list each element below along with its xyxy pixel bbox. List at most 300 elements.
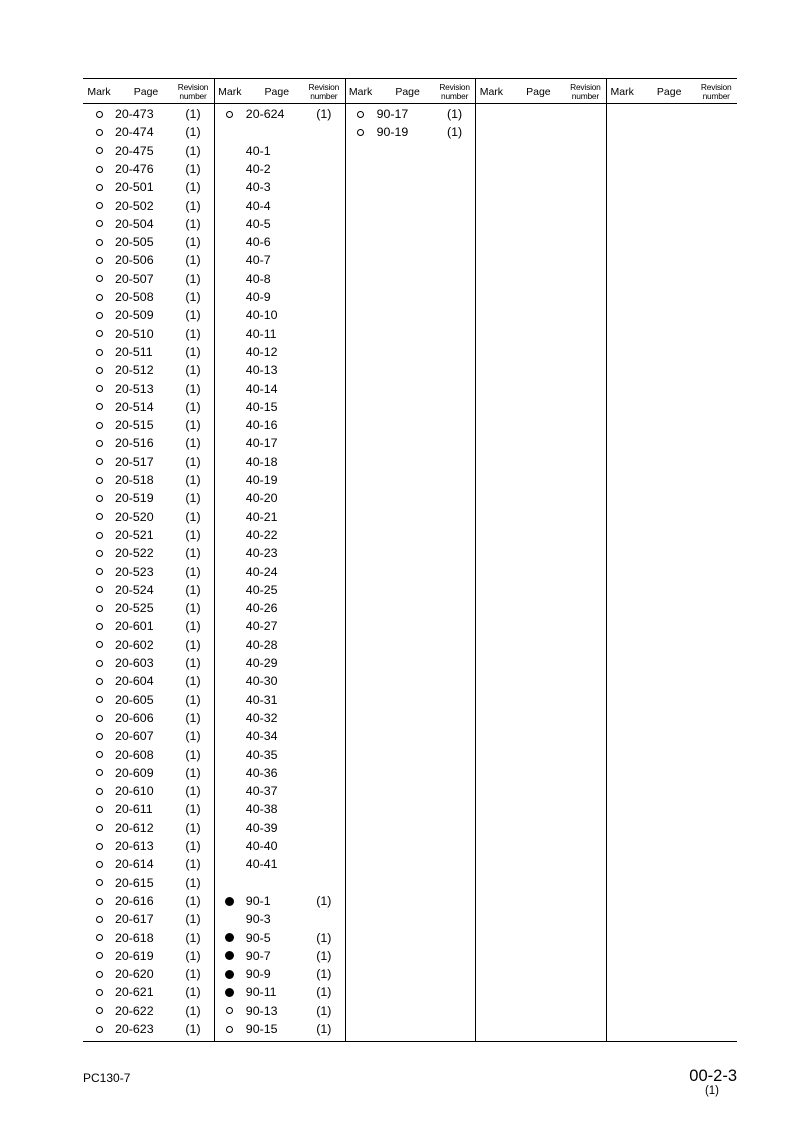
- table-row: [83, 434, 214, 452]
- table-row: [214, 105, 345, 123]
- page-cell: 20-518: [115, 473, 154, 487]
- revision-cell: (1): [185, 674, 201, 689]
- table-row: [214, 398, 345, 416]
- header-revision-number: [175, 80, 211, 103]
- open-circle-icon: [96, 989, 103, 996]
- added-mark-icon: [94, 929, 104, 947]
- page-cell: 90-3: [245, 912, 271, 927]
- revision-cell: (1): [185, 839, 201, 853]
- revision-cell: (1): [185, 656, 201, 670]
- open-circle-icon: [226, 1026, 233, 1033]
- table-row: [214, 929, 345, 947]
- table-row: [214, 855, 345, 873]
- column-separator: [475, 78, 476, 1042]
- table-row: [214, 508, 345, 526]
- page-cell: 20-622: [115, 1003, 154, 1018]
- table-row: [214, 965, 345, 983]
- table-row: [83, 947, 214, 965]
- open-circle-icon: [357, 111, 364, 118]
- revision-cell: (1): [447, 107, 463, 121]
- page-cell: 20-517: [115, 454, 154, 469]
- added-mark-icon: [94, 380, 104, 398]
- open-circle-icon: [96, 879, 103, 886]
- page-cell: 40-7: [245, 253, 271, 268]
- open-circle-icon: [96, 971, 103, 978]
- open-circle-icon: [96, 623, 103, 630]
- added-mark-icon: [94, 526, 104, 544]
- page-cell: 40-5: [245, 216, 271, 231]
- added-mark-icon: [94, 819, 104, 837]
- added-mark-icon: [94, 617, 104, 635]
- page-cell: 20-476: [115, 161, 154, 176]
- table-row: [214, 123, 345, 141]
- header-revision-line2: number: [571, 90, 599, 101]
- open-circle-icon: [96, 349, 103, 356]
- added-mark-icon: [94, 142, 104, 160]
- table-row: [83, 325, 214, 343]
- open-circle-icon: [96, 861, 103, 868]
- table-row: [214, 306, 345, 324]
- revision-cell: (1): [185, 1022, 201, 1036]
- added-mark-icon: [94, 123, 104, 141]
- header-revision-line1: Revision: [570, 82, 601, 93]
- revision-cell: (1): [185, 784, 201, 799]
- table-row: [83, 453, 214, 471]
- table-row: [83, 599, 214, 617]
- table-row: [83, 837, 214, 855]
- revision-cell: (1): [316, 893, 332, 908]
- table-row: [214, 178, 345, 196]
- header-revision-line1: Revision: [177, 82, 209, 93]
- revision-cell: (1): [185, 271, 201, 286]
- added-mark-icon: [94, 764, 104, 782]
- page-cell: 20-617: [115, 912, 154, 927]
- header-mark: Mark: [348, 85, 373, 98]
- open-circle-icon: [96, 147, 103, 154]
- revision-cell: (1): [185, 381, 201, 396]
- table-row: [83, 288, 214, 306]
- revision-cell: (1): [316, 948, 332, 963]
- added-mark-icon: [94, 892, 104, 910]
- page-cell: 40-36: [245, 765, 278, 780]
- table-row: [214, 343, 345, 361]
- page-cell: 20-521: [115, 527, 154, 542]
- page-cell: 90-17: [376, 107, 409, 121]
- open-circle-icon: [96, 586, 103, 593]
- page-cell: 40-40: [245, 839, 278, 853]
- page-cell: 20-603: [115, 656, 154, 670]
- open-circle-icon: [226, 1007, 233, 1014]
- table-row: [83, 178, 214, 196]
- table-row: [214, 453, 345, 471]
- table-row: [214, 197, 345, 215]
- added-mark-icon: [94, 947, 104, 965]
- table-row: [83, 398, 214, 416]
- added-mark-icon: [94, 343, 104, 361]
- open-circle-icon: [96, 513, 103, 520]
- table-row: [83, 544, 214, 562]
- added-mark-icon: [94, 453, 104, 471]
- table-row: [83, 471, 214, 489]
- table-row: [83, 800, 214, 818]
- column-separator: [345, 78, 346, 1042]
- revision-cell: (1): [185, 948, 201, 963]
- page-cell: 90-9: [245, 967, 271, 982]
- open-circle-icon: [96, 806, 103, 813]
- revision-cell: (1): [185, 527, 201, 542]
- page-cell: 20-601: [115, 619, 154, 634]
- added-mark-icon: [94, 233, 104, 251]
- header-mark: Mark: [610, 85, 634, 98]
- table-row: [214, 526, 345, 544]
- open-circle-icon: [96, 257, 103, 264]
- page-cell: 20-501: [115, 180, 154, 195]
- table-row: [83, 160, 214, 178]
- table-row: [214, 910, 345, 928]
- table-row: [83, 782, 214, 800]
- header-revision-line1: Revision: [439, 82, 470, 93]
- open-circle-icon: [96, 275, 103, 282]
- page-cell: 20-502: [115, 198, 154, 213]
- revision-cell: (1): [185, 161, 201, 176]
- table-row: [83, 1002, 214, 1020]
- header-mark: Mark: [87, 85, 111, 98]
- page-cell: 40-22: [245, 527, 278, 542]
- page-cell: 40-20: [245, 491, 278, 506]
- revision-cell: (1): [185, 619, 201, 634]
- revision-cell: (1): [185, 491, 201, 506]
- revision-cell: (1): [185, 875, 201, 890]
- added-mark-icon: [94, 306, 104, 324]
- page-cell: 20-524: [115, 582, 154, 597]
- open-circle-icon: [96, 769, 103, 776]
- page-cell: 20-515: [115, 418, 154, 433]
- added-mark-icon: [94, 416, 104, 434]
- page-cell: 20-510: [115, 326, 154, 341]
- page-cell: 20-522: [115, 546, 154, 561]
- revision-cell: (1): [185, 967, 201, 982]
- model-name: PC130-7: [83, 1071, 131, 1085]
- page-cell: 40-38: [245, 802, 278, 817]
- page-cell: 20-612: [115, 820, 154, 835]
- page-cell: 40-3: [245, 180, 271, 195]
- page-cell: 40-21: [245, 509, 278, 524]
- table-row: [214, 416, 345, 434]
- open-circle-icon: [96, 220, 103, 227]
- table-row: [214, 874, 345, 892]
- table-row: [214, 544, 345, 562]
- open-circle-icon: [96, 458, 103, 465]
- header-page: Page: [656, 85, 682, 98]
- open-circle-icon: [96, 678, 103, 685]
- table-row: [83, 416, 214, 434]
- open-circle-icon: [96, 952, 103, 959]
- page-cell: 40-25: [245, 582, 278, 597]
- added-mark-icon: [356, 123, 366, 141]
- filled-circle-icon: [225, 970, 234, 979]
- page-cell: 90-1: [245, 893, 271, 908]
- page-cell: 40-10: [245, 308, 278, 323]
- revision-cell: (1): [316, 985, 332, 1000]
- table-row: [214, 251, 345, 269]
- table-row: [83, 563, 214, 581]
- page-cell: 20-616: [115, 893, 154, 908]
- table-row: [214, 270, 345, 288]
- open-circle-icon: [96, 330, 103, 337]
- page-cell: 40-15: [245, 399, 278, 414]
- header-revision-number: [698, 80, 734, 103]
- header-revision-number: [437, 80, 473, 103]
- open-circle-icon: [96, 1026, 103, 1033]
- added-mark-icon: [94, 654, 104, 672]
- page-cell: 40-34: [245, 729, 278, 744]
- added-mark-icon: [94, 197, 104, 215]
- header-revision-line2: number: [310, 90, 338, 101]
- table-row: [214, 471, 345, 489]
- page-cell: 20-516: [115, 436, 154, 451]
- added-mark-icon: [94, 782, 104, 800]
- open-circle-icon: [96, 843, 103, 850]
- page-cell: 20-520: [115, 509, 154, 524]
- table-row: [214, 325, 345, 343]
- open-circle-icon: [96, 422, 103, 429]
- open-circle-icon: [96, 605, 103, 612]
- table-row: [214, 746, 345, 764]
- table-row: [83, 727, 214, 745]
- page-cell: 20-619: [115, 948, 154, 963]
- added-mark-icon: [94, 855, 104, 873]
- open-circle-icon: [96, 532, 103, 539]
- open-circle-icon: [96, 1007, 103, 1014]
- page-cell: 20-611: [115, 802, 153, 817]
- added-mark-icon: [94, 215, 104, 233]
- revision-cell: (1): [185, 143, 201, 158]
- open-circle-icon: [96, 934, 103, 941]
- page-cell: 20-513: [115, 381, 154, 396]
- open-circle-icon: [96, 660, 103, 667]
- table-row: [345, 105, 476, 123]
- added-mark-icon: [94, 288, 104, 306]
- page-cell: 20-511: [115, 344, 153, 359]
- added-mark-icon: [94, 983, 104, 1001]
- page-cell: 20-512: [115, 363, 154, 378]
- table-row: [214, 636, 345, 654]
- page-cell: 40-9: [245, 290, 271, 304]
- page-cell: 20-609: [115, 765, 154, 780]
- revision-cell: (1): [185, 820, 201, 835]
- table-row: [83, 654, 214, 672]
- table-row: [83, 508, 214, 526]
- revision-cell: (1): [185, 473, 201, 487]
- added-mark-icon: [94, 471, 104, 489]
- page-cell: 20-621: [115, 985, 154, 1000]
- added-mark-icon: [94, 709, 104, 727]
- page-cell: 40-2: [245, 161, 271, 176]
- revision-cell: (1): [185, 601, 201, 616]
- revision-cell: (1): [185, 216, 201, 231]
- header-revision-line2: number: [179, 90, 207, 101]
- page-cell: 90-15: [245, 1022, 278, 1036]
- table-row: [83, 929, 214, 947]
- page-cell: 20-508: [115, 290, 154, 304]
- page-cell: 40-12: [245, 344, 278, 359]
- open-circle-icon: [96, 715, 103, 722]
- table-row: [83, 123, 214, 141]
- page-cell: 20-623: [115, 1022, 154, 1036]
- revision-cell: (1): [185, 454, 201, 469]
- added-mark-icon: [94, 160, 104, 178]
- table-row: [83, 105, 214, 123]
- page-cell: 40-29: [245, 656, 278, 670]
- table-row: [83, 581, 214, 599]
- page-cell: 20-509: [115, 308, 154, 323]
- page-cell: 40-39: [245, 820, 278, 835]
- table-row: [214, 947, 345, 965]
- page-cell: 40-18: [245, 454, 278, 469]
- added-mark-icon: [94, 746, 104, 764]
- page-cell: 40-23: [245, 546, 278, 561]
- page-cell: 20-525: [115, 601, 154, 616]
- added-mark-icon: [94, 270, 104, 288]
- page-cell: 90-7: [245, 948, 271, 963]
- table-row: [345, 123, 476, 141]
- filled-circle-icon: [225, 951, 234, 960]
- added-mark-icon: [94, 251, 104, 269]
- table-row: [83, 251, 214, 269]
- revision-cell: (1): [185, 912, 201, 927]
- table-row: [83, 910, 214, 928]
- header-page: Page: [395, 85, 420, 98]
- page-cell: 40-16: [245, 418, 278, 433]
- open-circle-icon: [96, 166, 103, 173]
- header-mark: Mark: [218, 85, 242, 98]
- page-cell: 40-11: [245, 326, 277, 341]
- revision-cell: (1): [316, 107, 332, 121]
- added-mark-icon: [94, 178, 104, 196]
- page-cell: 40-1: [245, 143, 271, 158]
- header-page: Page: [264, 85, 290, 98]
- revision-cell: (1): [185, 253, 201, 268]
- revision-cell: (1): [185, 582, 201, 597]
- table-row: [214, 764, 345, 782]
- open-circle-icon: [96, 824, 103, 831]
- revision-cell: (1): [185, 802, 201, 817]
- revision-cell: (1): [185, 857, 201, 872]
- revision-cell: (1): [185, 985, 201, 1000]
- revision-cell: (1): [185, 747, 201, 762]
- table-row: [214, 380, 345, 398]
- page-cell: 20-505: [115, 235, 154, 250]
- added-mark-icon: [94, 910, 104, 928]
- header-revision-number: [567, 80, 603, 103]
- open-circle-icon: [96, 696, 103, 703]
- table-row: [214, 691, 345, 709]
- table-row: [214, 672, 345, 690]
- revision-cell: (1): [185, 125, 201, 140]
- revised-mark-icon: [225, 965, 235, 983]
- page-cell: 20-613: [115, 839, 154, 853]
- header-mark: Mark: [479, 85, 504, 98]
- page-cell: 20-474: [115, 125, 154, 140]
- page-cell: 20-624: [245, 107, 285, 121]
- revision-cell: (1): [185, 692, 201, 707]
- page-cell: 40-13: [245, 363, 278, 378]
- page-cell: 20-504: [115, 216, 154, 231]
- added-mark-icon: [356, 105, 366, 123]
- table-row: [214, 489, 345, 507]
- table-row: [83, 672, 214, 690]
- page-cell: 40-41: [245, 857, 278, 872]
- revised-mark-icon: [225, 929, 235, 947]
- added-mark-icon: [94, 837, 104, 855]
- header-revision-number: [306, 80, 342, 103]
- page-cell: 40-26: [245, 601, 278, 616]
- revised-mark-icon: [225, 983, 235, 1001]
- page-revision: (1): [704, 1085, 719, 1097]
- filled-circle-icon: [225, 988, 234, 997]
- added-mark-icon: [225, 1002, 235, 1020]
- page-cell: 20-614: [115, 857, 154, 872]
- added-mark-icon: [94, 544, 104, 562]
- table-row: [214, 727, 345, 745]
- open-circle-icon: [96, 916, 103, 923]
- table-row: [83, 380, 214, 398]
- page-cell: 20-507: [115, 271, 154, 286]
- header-revision-line1: Revision: [308, 82, 340, 93]
- table-row: [83, 343, 214, 361]
- open-circle-icon: [96, 550, 103, 557]
- page-cell: 40-19: [245, 473, 278, 487]
- revision-cell: (1): [447, 125, 463, 140]
- added-mark-icon: [94, 1002, 104, 1020]
- open-circle-icon: [96, 568, 103, 575]
- added-mark-icon: [94, 508, 104, 526]
- table-row: [214, 819, 345, 837]
- table-row: [214, 361, 345, 379]
- added-mark-icon: [94, 1020, 104, 1038]
- revision-cell: (1): [316, 930, 332, 945]
- page-cell: 20-608: [115, 747, 154, 762]
- page-cell: 40-6: [245, 235, 271, 250]
- revision-cell: (1): [185, 363, 201, 378]
- revision-cell: (1): [185, 930, 201, 945]
- page-cell: 40-17: [245, 436, 278, 451]
- page-cell: 20-514: [115, 399, 154, 414]
- revision-cell: (1): [185, 546, 201, 561]
- added-mark-icon: [94, 672, 104, 690]
- revision-cell: (1): [185, 235, 201, 250]
- revision-cell: (1): [185, 198, 201, 213]
- revision-cell: (1): [185, 290, 201, 304]
- table-row: [214, 599, 345, 617]
- open-circle-icon: [96, 495, 103, 502]
- open-circle-icon: [96, 312, 103, 319]
- revision-cell: (1): [185, 637, 201, 652]
- table-row: [214, 160, 345, 178]
- table-row: [83, 142, 214, 160]
- added-mark-icon: [94, 874, 104, 892]
- revision-cell: (1): [316, 967, 332, 982]
- table-row: [214, 142, 345, 160]
- page-cell: 40-8: [245, 271, 271, 286]
- added-mark-icon: [225, 1020, 235, 1038]
- open-circle-icon: [357, 129, 364, 136]
- open-circle-icon: [226, 111, 233, 118]
- table-row: [214, 434, 345, 452]
- table-row: [83, 691, 214, 709]
- table-row: [214, 892, 345, 910]
- page-cell: 20-607: [115, 729, 154, 744]
